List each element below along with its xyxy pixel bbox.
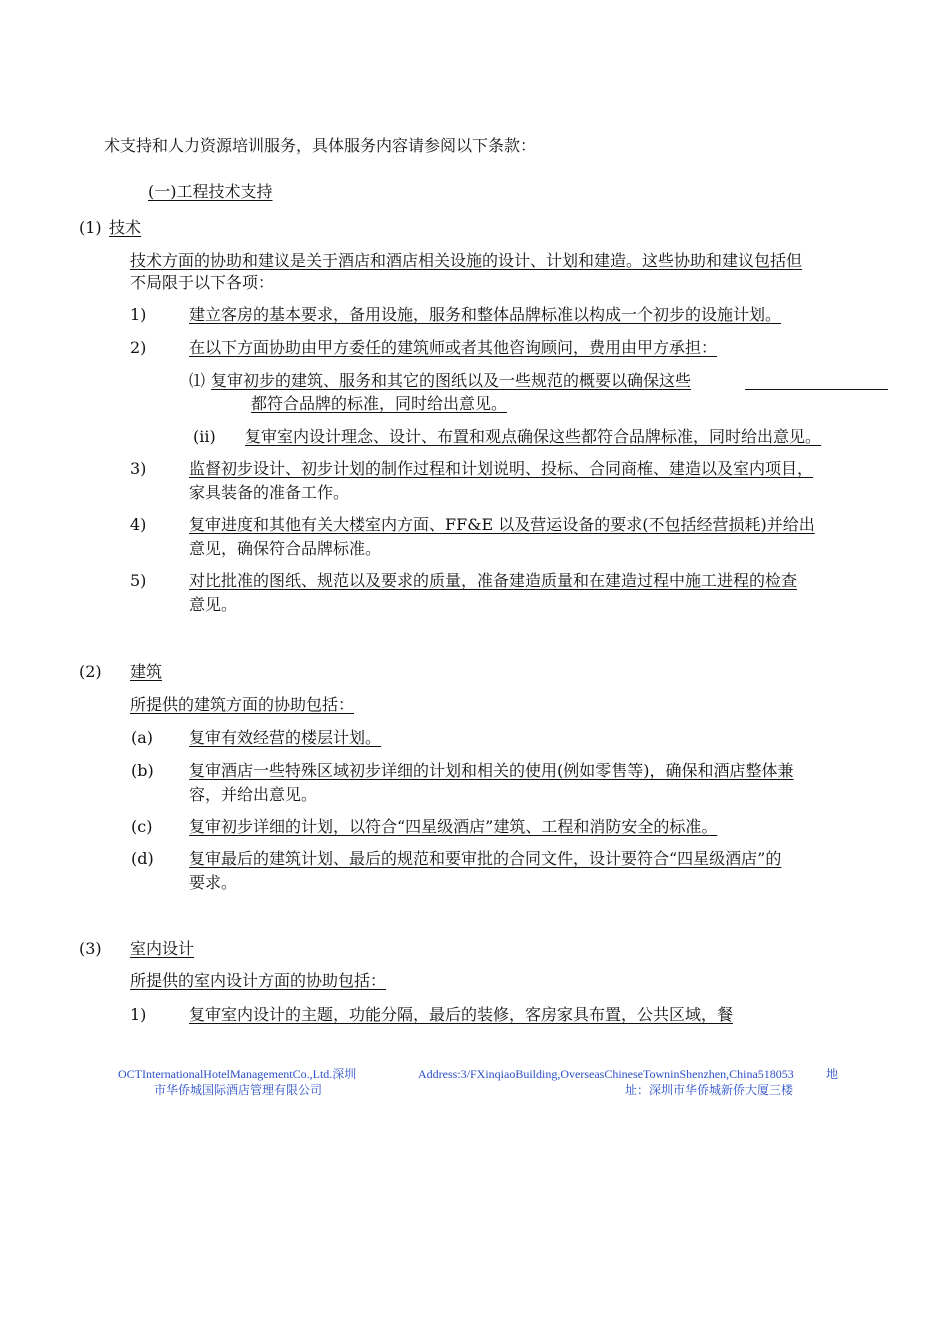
sub-item-1-line2: 都符合品牌的标准，同时给出意见。 (251, 394, 508, 413)
footer-company-en: OCTInternationalHotelManagementCo.,Ltd.深圳 (118, 1067, 357, 1081)
tech-desc-line2: 不局限于以下各项： (130, 273, 275, 292)
arch-title: 建筑 (130, 662, 163, 681)
arch-item-c-text: 复审初步详细的计划，以符合“四星级酒店”建筑、工程和消防安全的标准。 (189, 817, 718, 836)
tech-item-5-number: 5) (130, 571, 147, 590)
arch-desc: 所提供的建筑方面的协助包括： (130, 695, 355, 714)
tech-item-3-line2: 家具装备的准备工作。 (189, 483, 350, 502)
arch-item-a-text: 复审有效经营的楼层计划。 (189, 728, 382, 747)
tech-item-2-number: 2) (130, 338, 147, 357)
interior-number: (3) (79, 939, 102, 958)
tech-item-4-line2: 意见，确保符合品牌标准。 (189, 539, 382, 558)
footer-address-cn: 址：深圳市华侨城新侨大厦三楼 (625, 1083, 794, 1097)
sub-item-2-text: 复审室内设计理念、设计、布置和观点确保这些都符合品牌标准，同时给出意见。 (245, 427, 822, 446)
arch-item-d-line1: 复审最后的建筑计划、最后的规范和要审批的合同文件，设计要符合“四星级酒店”的 (189, 849, 782, 868)
intro-text: 术支持和人力资源培训服务，具体服务内容请参阅以下条款： (104, 136, 537, 155)
tech-item-3-line1: 监督初步设计、初步计划的制作过程和计划说明、投标、合同商榷、建造以及室内项目， (189, 459, 814, 478)
tech-item-4-line1: 复审进度和其他有关大楼室内方面、FF&E 以及营运设备的要求(不包括经营损耗)并给出 (189, 515, 815, 534)
interior-title: 室内设计 (130, 939, 195, 958)
arch-item-d-line2: 要求。 (189, 873, 238, 892)
tech-item-5-line1: 对比批准的图纸、规范以及要求的质量，准备建造质量和在建造过程中施工进程的检查 (189, 571, 798, 590)
interior-desc: 所提供的室内设计方面的协助包括： (130, 971, 387, 990)
sub-item-1-fill-line (745, 389, 888, 390)
arch-item-b-line1: 复审酒店一些特殊区域初步详细的计划和相关的使用(例如零售等)，确保和酒店整体兼 (189, 761, 794, 780)
sub-item-2-number: (ii) (193, 427, 216, 446)
arch-item-b-line2: 容，并给出意见。 (189, 785, 318, 804)
footer-address-en: Address:3/FXinqiaoBuilding,OverseasChineseTowninShenzhen,China518053 (418, 1067, 794, 1081)
interior-item-1-number: 1) (130, 1005, 147, 1024)
tech-title: 技术 (109, 218, 142, 237)
tech-item-2-text: 在以下方面协助由甲方委任的建筑师或者其他咨询顾问，费用由甲方承担： (189, 338, 718, 357)
tech-item-4-number: 4) (130, 515, 147, 534)
footer-company-cn: 市华侨城国际酒店管理有限公司 (154, 1083, 323, 1097)
tech-number: (1) (79, 218, 102, 237)
arch-item-b-number: (b) (131, 761, 154, 780)
tech-item-1-text: 建立客房的基本要求，备用设施，服务和整体品牌标准以构成一个初步的设施计划。 (189, 305, 782, 324)
tech-desc-line1: 技术方面的协助和建议是关于酒店和酒店相关设施的设计、计划和建造。这些协助和建议包括但 (130, 251, 803, 270)
tech-item-3-number: 3) (130, 459, 147, 478)
tech-item-1-number: 1) (130, 305, 147, 324)
arch-item-c-number: (c) (131, 817, 153, 836)
tech-item-5-line2: 意见。 (189, 595, 238, 614)
arch-number: (2) (79, 662, 102, 681)
arch-item-d-number: (d) (131, 849, 154, 868)
sub-item-1-line1: 复审初步的建筑、服务和其它的图纸以及一些规范的概要以确保这些 (211, 371, 692, 390)
sub-item-1-number: ⑴ (189, 371, 206, 390)
section-heading: (一)工程技术支持 (148, 182, 273, 201)
interior-item-1-text: 复审室内设计的主题，功能分隔，最后的装修，客房家具布置，公共区域，餐 (189, 1005, 734, 1024)
arch-item-a-number: (a) (131, 728, 154, 747)
footer-address-label: 地 (826, 1067, 839, 1081)
